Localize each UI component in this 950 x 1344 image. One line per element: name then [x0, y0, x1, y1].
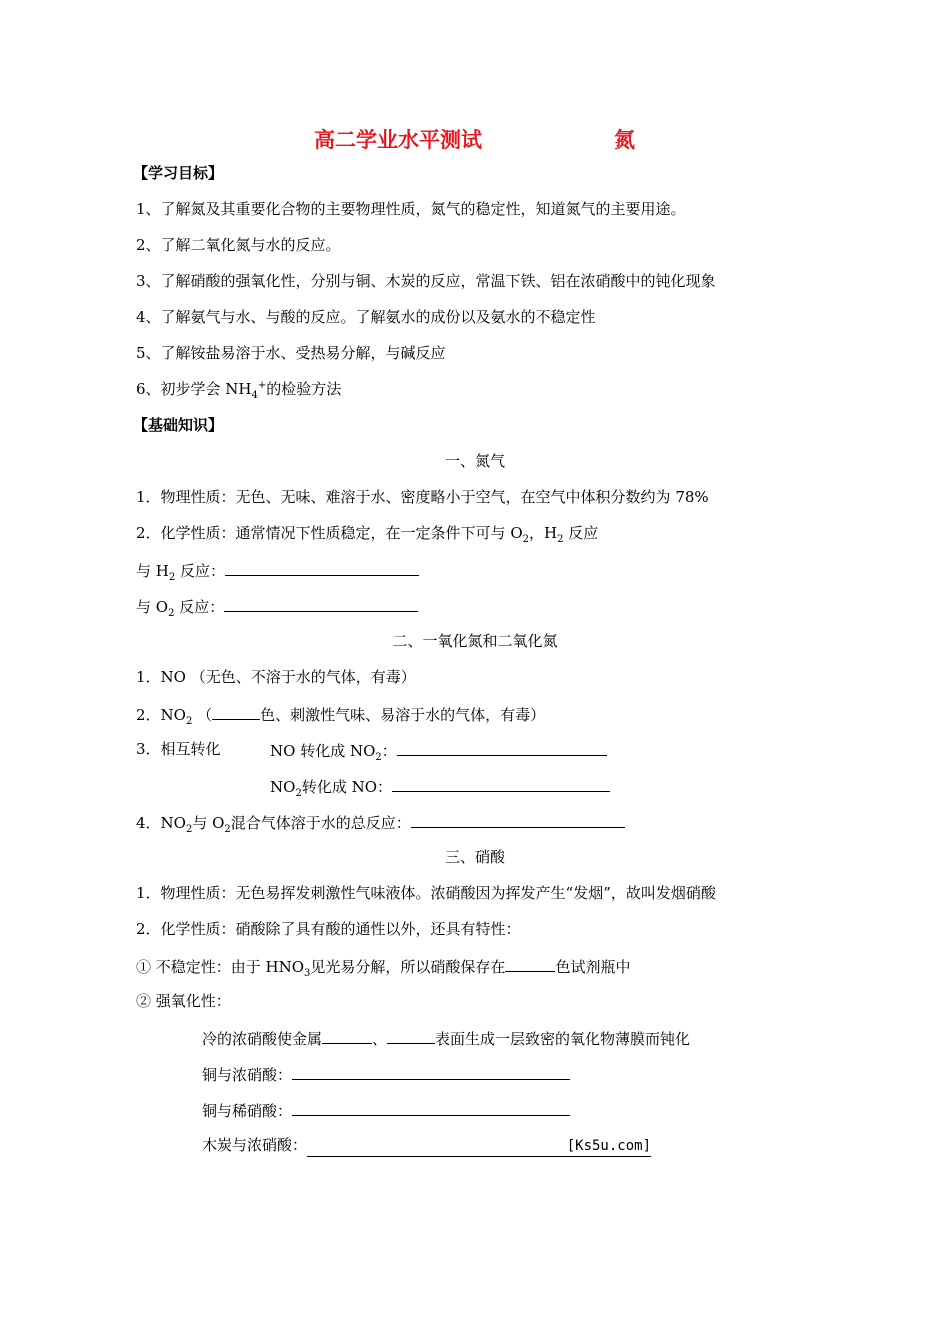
section-1-title: 一、氮气	[444, 452, 505, 470]
section-3-title: 三、硝酸	[444, 848, 505, 866]
s2-line-2: 2．$NO_2$ （ 色、刺激性气味、易溶于水的气体，有毒）	[136, 703, 545, 725]
goal-item-4: 4、了解氨气与水、与酸的反应。了解氨水的成份以及氨水的不稳定性	[136, 308, 596, 326]
s3-line-2: 2．化学性质：硝酸除了具有酸的通性以外，还具有特性：	[136, 920, 521, 938]
goal-item-2: 2、了解二氧化氮与水的反应。	[136, 236, 341, 254]
watermark: [Ks5u.com]	[566, 1138, 652, 1154]
s2-line-1: 1．NO （无色、不溶于水的气体，有毒）	[136, 668, 416, 686]
answer-blank[interactable]	[387, 1027, 435, 1044]
s2-no2-to-no: $NO_2$转化成 NO：	[270, 775, 610, 797]
goal-item-3: 3、了解硝酸的强氧化性，分别与铜、木炭的反应，常温下铁、铝在浓硝酸中的钝化现象	[136, 272, 716, 290]
answer-blank[interactable]	[212, 703, 260, 720]
answer-blank[interactable]	[397, 739, 607, 756]
answer-blank[interactable]	[292, 1099, 570, 1116]
answer-blank[interactable]	[322, 1027, 372, 1044]
goals-heading: 【学习目标】	[133, 164, 224, 182]
s3-line-3: ① 不稳定性：由于 $HNO_3$见光易分解，所以硝酸保存在 色试剂瓶中	[136, 955, 630, 977]
s1-line-2: 2．化学性质：通常情况下性质稳定，在一定条件下可与 $O_2$，$H_2$ 反应	[136, 524, 599, 545]
s3-line-5: 冷的浓硝酸使金属 、 表面生成一层致密的氧化物薄膜而钝化	[202, 1027, 690, 1049]
goal-item-1: 1、了解氮及其重要化合物的主要物理性质，氮气的稳定性，知道氮气的主要用途。	[136, 200, 686, 218]
answer-blank[interactable]	[307, 1135, 651, 1157]
s3-line-1: 1．物理性质：无色易挥发刺激性气味液体。浓硝酸因为挥发产生“发烟”，故叫发烟硝酸	[136, 884, 716, 902]
basics-heading: 【基础知识】	[133, 416, 224, 434]
answer-blank[interactable]	[505, 955, 555, 972]
s2-line-3-label: 3．相互转化	[136, 740, 221, 758]
answer-blank[interactable]	[224, 595, 418, 612]
s2-no-to-no2: NO 转化成 $NO_2$：	[270, 739, 607, 761]
answer-blank[interactable]	[225, 559, 419, 576]
goal-item-5: 5、了解铵盐易溶于水、受热易分解，与碱反应	[136, 344, 446, 362]
s3-line-4: ② 强氧化性：	[136, 992, 231, 1010]
s1-o2-reaction: 与 $O_2$ 反应：	[136, 595, 418, 617]
title-main: 高二学业水平测试	[314, 128, 482, 152]
s1-h2-reaction: 与 $H_2$ 反应：	[136, 559, 419, 581]
s2-line-4: 4．$NO_2$与 $O_2$混合气体溶于水的总反应：	[136, 811, 625, 833]
s3-line-7: 铜与稀硝酸：	[202, 1099, 570, 1121]
answer-blank[interactable]	[392, 775, 610, 792]
goal-item-6: 6、初步学会 $NH_4^+$的检验方法	[136, 380, 342, 401]
s1-line-1: 1．物理性质：无色、无味、难溶于水、密度略小于空气，在空气中体积分数约为 78%	[136, 488, 709, 506]
section-2-title: 二、一氧化氮和二氧化氮	[392, 632, 558, 650]
title-subject: 氮	[614, 128, 635, 152]
s3-line-8: 木炭与浓硝酸： [Ks5u.com]	[202, 1135, 651, 1157]
page-title	[0, 124, 950, 154]
answer-blank[interactable]	[292, 1063, 570, 1080]
answer-blank[interactable]	[411, 811, 625, 828]
s3-line-6: 铜与浓硝酸：	[202, 1063, 570, 1085]
